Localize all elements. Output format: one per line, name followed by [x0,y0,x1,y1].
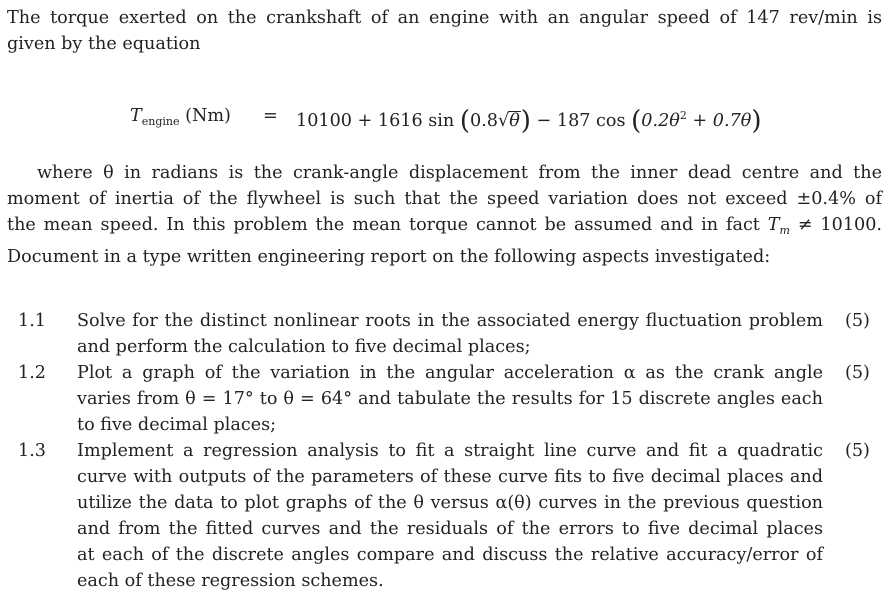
task-number: 1.2 [18,363,46,383]
task-line: Plot a graph of the variation in the angular acceleration α as the crank angle [77,363,823,383]
intro-line: given by the equation [7,34,201,54]
exponent: 2 [679,109,687,122]
close-paren: ) [751,106,762,136]
task-number: 1.1 [18,311,46,331]
equation-rhs [296,106,762,136]
task-line: and perform the calculation to five decimal places; [77,337,531,357]
torque-symbol: T [130,106,142,126]
torque-unit: (Nm) [185,106,231,126]
rhs-sine-term: 10100 + 1616 sin [296,111,455,131]
where-paragraph [7,160,882,270]
equals-sign: = [263,106,278,126]
task-marks: (5) [845,441,870,461]
task-line: Solve for the distinct nonlinear roots in the associated energy fluctuation problem [77,311,823,331]
rhs-cosine-term: − 187 cos [536,111,626,131]
sine-coefficient: 0.8 [470,111,498,131]
task-line: at each of the discrete angles compare and discuss the relative accuracy/error of [77,545,823,565]
where-line: Document in a type written engineering report on the following aspects investigated: [7,247,771,267]
task-text [77,438,823,594]
sqrt-argument: θ [509,111,520,131]
open-paren: ( [459,106,470,136]
task-line: and from the fitted curves and the residuals of the errors to five decimal places [77,519,823,539]
open-paren: ( [631,106,642,136]
intro-paragraph [7,5,882,57]
task-line: to five decimal places; [77,415,277,435]
task-line: varies from θ = 17° to θ = 64° and tabulate the results for 15 discrete angles each [77,389,823,409]
close-paren: ) [520,106,531,136]
intro-line: The torque exerted on the crankshaft of an engine with an angular speed of 147 rev/min is [7,8,882,28]
cosine-arg-linear: + 0.7θ [692,111,752,131]
task-list [0,308,889,594]
where-line: the mean speed. In this problem the mean torque cannot be assumed and in fact $T_m \ne 10100$. [7,215,882,237]
task-text [77,360,823,438]
task-text [77,308,823,360]
where-line: moment of inertia of the flywheel is such that the speed variation does not exceed ±0.4% of [7,189,882,209]
task-marks: (5) [845,311,870,331]
task-item [0,308,889,360]
task-item [0,360,889,438]
task-line: utilize the data to plot graphs of the θ versus α(θ) curves in the previous question [77,493,823,513]
sqrt-sign: √ [497,111,510,131]
task-line: curve with outputs of the parameters of these curve fits to five decimal places and [77,467,823,487]
torque-subscript: engine [141,115,180,128]
task-marks: (5) [845,363,870,383]
torque-equation [0,100,889,140]
task-line: Implement a regression analysis to fit a straight line curve and fit a quadratic [77,441,823,461]
task-line: each of these regression schemes. [77,571,384,591]
task-item [0,438,889,594]
where-line: where θ in radians is the crank-angle displacement from the inner dead centre and the [37,163,882,183]
task-number: 1.3 [18,441,46,461]
equation-lhs [130,106,231,128]
cosine-arg-quadratic: 0.2θ [641,111,680,131]
